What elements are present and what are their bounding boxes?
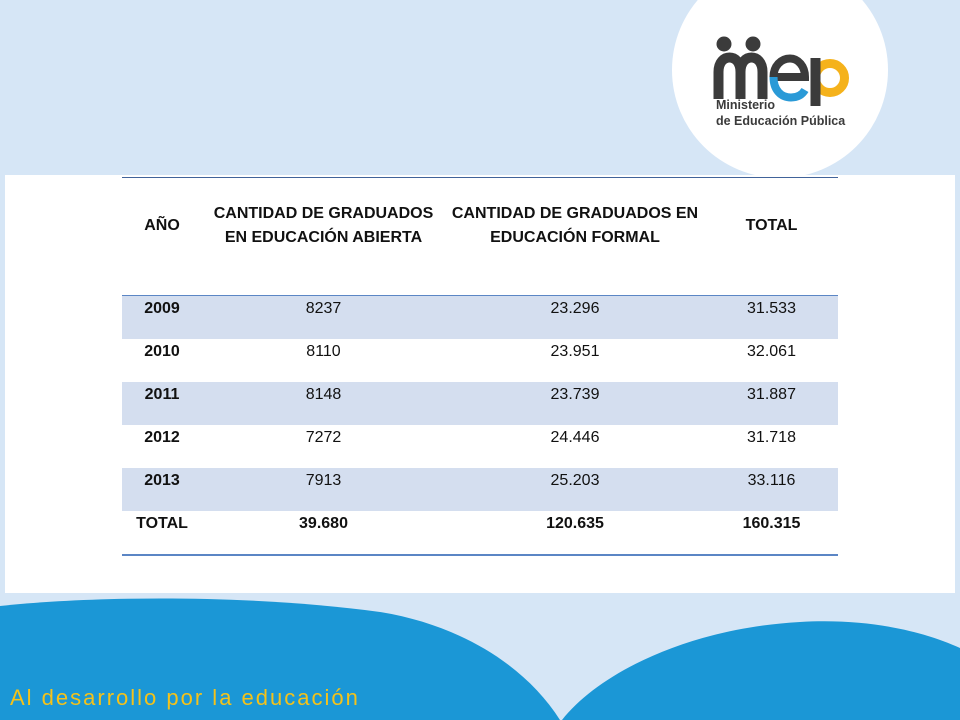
cell-year: 2012	[144, 429, 180, 446]
cell-formal-graduates: 23.296	[550, 300, 600, 317]
cell-year: 2010	[144, 343, 180, 360]
table-row	[122, 468, 838, 511]
table-row	[122, 382, 838, 425]
cell-formal-graduates: 24.446	[550, 429, 600, 446]
logo-line-educacion: de Educación Pública	[716, 114, 846, 128]
cell-open-graduates: 7913	[305, 472, 342, 489]
table-total-row	[122, 511, 838, 556]
cell-open-graduates: 8110	[306, 343, 341, 360]
header-open-education	[202, 178, 445, 295]
table-row	[122, 296, 838, 339]
cell-total-label: TOTAL	[136, 515, 188, 532]
header-year-label: AÑO	[144, 217, 180, 234]
cell-formal-graduates: 23.951	[550, 343, 600, 360]
graduates-table	[122, 177, 838, 556]
cell-year: 2013	[144, 472, 180, 489]
cell-open-graduates: 7272	[305, 429, 342, 446]
cell-total: 31.533	[747, 300, 796, 317]
header-formal-education	[445, 178, 705, 295]
cell-formal-graduates-total: 120.635	[546, 515, 604, 532]
cell-total: 33.116	[747, 472, 796, 489]
cell-total: 32.061	[747, 343, 796, 360]
table-row	[122, 425, 838, 468]
tagline: Al desarrollo por la educación	[10, 685, 360, 710]
header-formal-line-2: EDUCACIÓN FORMAL	[490, 229, 660, 246]
cell-grand-total: 160.315	[742, 515, 801, 532]
cell-open-graduates: 8148	[305, 386, 342, 403]
cell-formal-graduates: 23.739	[550, 386, 600, 403]
table-row	[122, 339, 838, 382]
header-year	[122, 178, 202, 295]
bottom-wave-right	[562, 621, 960, 720]
header-total	[705, 178, 838, 295]
header-total-label: TOTAL	[745, 217, 798, 234]
logo-line-ministerio: Ministerio	[716, 98, 776, 112]
logo-head-left-icon	[717, 37, 732, 52]
table-header-row	[122, 178, 838, 296]
cell-open-graduates-total: 39.680	[299, 515, 348, 532]
cell-year: 2011	[144, 386, 180, 403]
cell-year: 2009	[144, 300, 180, 317]
header-open-line-2: EN EDUCACIÓN ABIERTA	[224, 229, 423, 246]
header-open-line-1: CANTIDAD DE GRADUADOS	[213, 205, 434, 222]
cell-open-graduates: 8237	[305, 300, 342, 317]
cell-formal-graduates: 25.203	[550, 472, 600, 489]
cell-total: 31.718	[747, 429, 796, 446]
logo-head-right-icon	[746, 37, 761, 52]
header-formal-line-1: CANTIDAD DE GRADUADOS EN	[451, 205, 699, 222]
cell-total: 31.887	[747, 386, 796, 403]
